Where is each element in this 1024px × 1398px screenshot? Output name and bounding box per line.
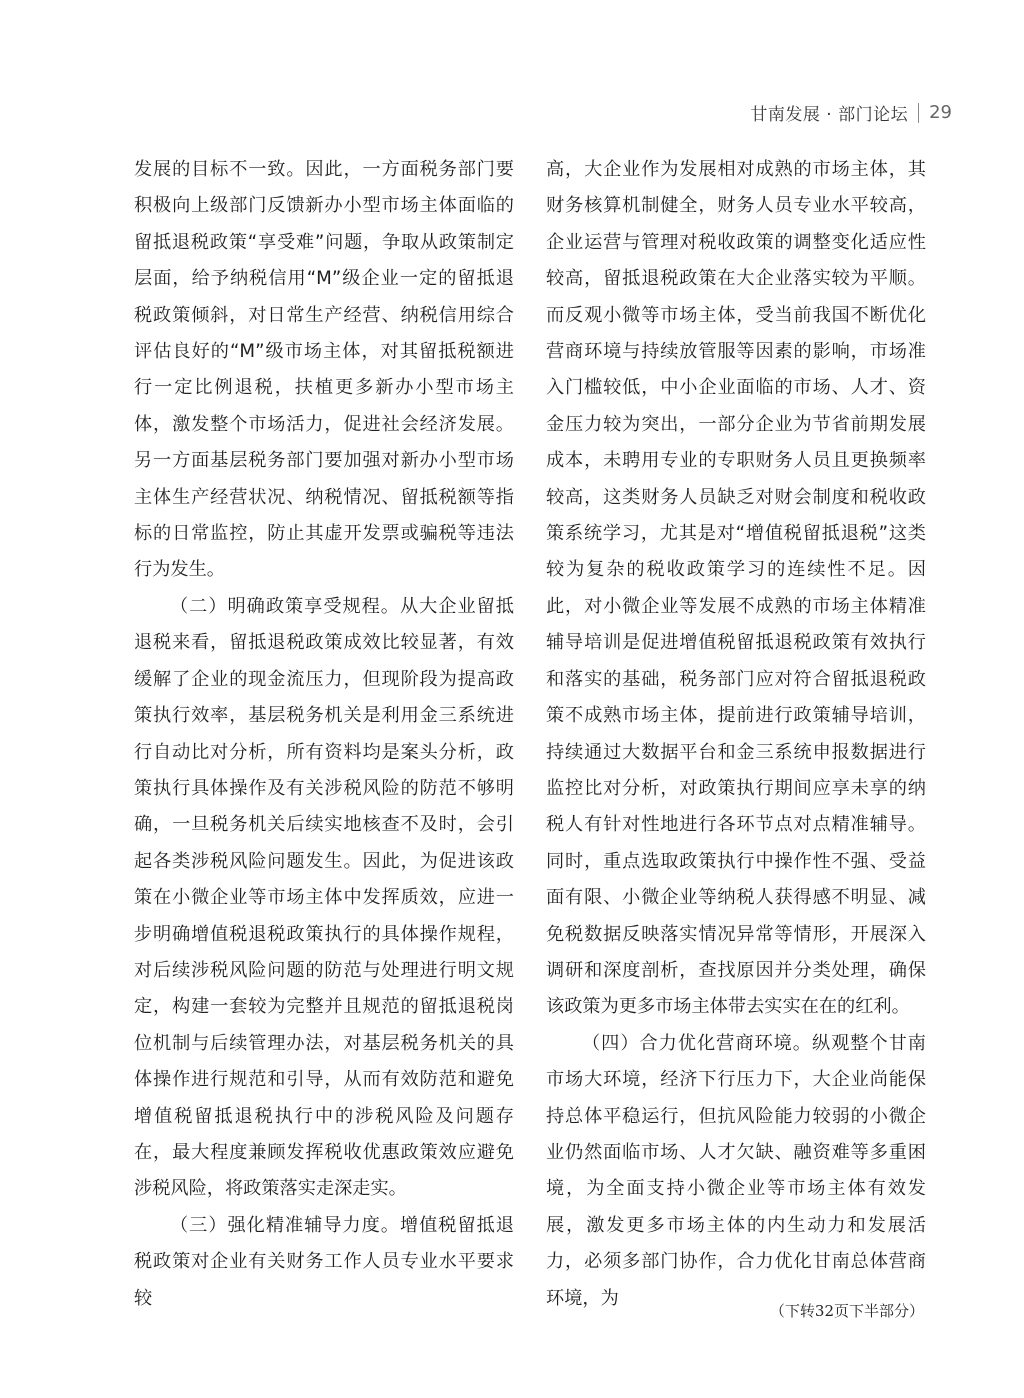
page-header xyxy=(750,100,952,125)
continuation-note: （下转32页下半部分） xyxy=(769,1302,924,1320)
right-paragraph-2: （四）合力优化营商环境。纵观整个甘南市场大环境，经济下行压力下，大企业尚能保持总体平稳运行，但抗风险能力较弱的小微企业仍然面临市场、人才欠缺、融资难等多重困境，为全面支持小微企业等市场主体有效发展，激发更多市场主体的内生动力和发展活力，必须多部门协作，合力优化甘南总体营商环境，为 xyxy=(546,1032,926,1309)
right-paragraph-1: 高，大企业作为发展相对成熟的市场主体，其财务核算机制健全，财务人员专业水平较高，企业运营与管理对税收政策的调整变化适应性较高，留抵退税政策在大企业落实较为平顺。而反观小微等市场主体，受当前我国不断优化营商环境与持续放管服等因素的影响，市场准入门槛较低，中小企业面临的市场、人才、资金压力较为突出，一部分企业为节省前期发展成本，未聘用专业的专职财务人员且更换频率较高，这类财务人员缺乏对财会制度和税收政策系统学习，尤其是对“增值税留抵退税”这类较为复杂的税收政策学习的连续性不足。因此，对小微企业等发展不成熟的市场主体精准辅导培训是促进增值税留抵退税政策有效执行和落实的基础，税务部门应对符合留抵退税政策不成熟市场主体，提前进行政策辅导培训，持续通过大数据平台和金三系统申报数据进行监控比对分析，对政策执行期间应享未享的纳税人有针对性地进行各环节点对点精准辅导。同时，重点选取政策执行中操作性不强、受益面有限、小微企业等纳税人获得感不明显、减免税数据反映落实情况异常等情形，开展深入调研和深度剖析，查找原因并分类处理，确保该政策为更多市场主体带去实实在在的红利。 xyxy=(546,159,926,1018)
page-number: 29 xyxy=(929,102,952,123)
header-title: 甘南发展 · 部门论坛 xyxy=(750,105,909,125)
left-column xyxy=(134,152,514,1317)
left-paragraph-2: （二）明确政策享受规程。从大企业留抵退税来看，留抵退税政策成效比较显著，有效缓解了企业的现金流压力，但现阶段为提高政策执行效率，基层税务机关是利用金三系统进行自动比对分析，所有资料均是案头分析，政策执行具体操作及有关涉税风险的防范不够明确，一旦税务机关后续实地核查不及时，会引起各类涉税风险问题发生。因此，为促进该政策在小微企业等市场主体中发挥质效，应进一步明确增值税退税政策执行的具体操作规程，对后续涉税风险问题的防范与处理进行明文规定，构建一套较为完整并且规范的留抵退税岗位机制与后续管理办法，对基层税务机关的具体操作进行规范和引导，从而有效防范和避免增值税留抵退税执行中的涉税风险及问题存在，最大程度兼顾发挥税收优惠政策效应避免涉税风险，将政策落实走深走实。 xyxy=(134,595,514,1200)
left-paragraph-1: 发展的目标不一致。因此，一方面税务部门要积极向上级部门反馈新办小型市场主体面临的留抵退税政策“享受难”问题，争取从政策制定层面，给予纳税信用“M”级企业一定的留抵退税政策倾斜，对日常生产经营、纳税信用综合评估良好的“M”级市场主体，对其留抵税额进行一定比例退税，扶植更多新办小型市场主体，激发整个市场活力，促进社会经济发展。另一方面基层税务部门要加强对新办小型市场主体生产经营状况、纳税情况、留抵税额等指标的日常监控，防止其虚开发票或骗税等违法行为发生。 xyxy=(134,159,514,581)
left-paragraph-3: （三）强化精准辅导力度。增值税留抵退税政策对企业有关财务工作人员专业水平要求较 xyxy=(134,1214,514,1309)
right-column xyxy=(546,152,926,1317)
header-divider xyxy=(918,103,919,123)
